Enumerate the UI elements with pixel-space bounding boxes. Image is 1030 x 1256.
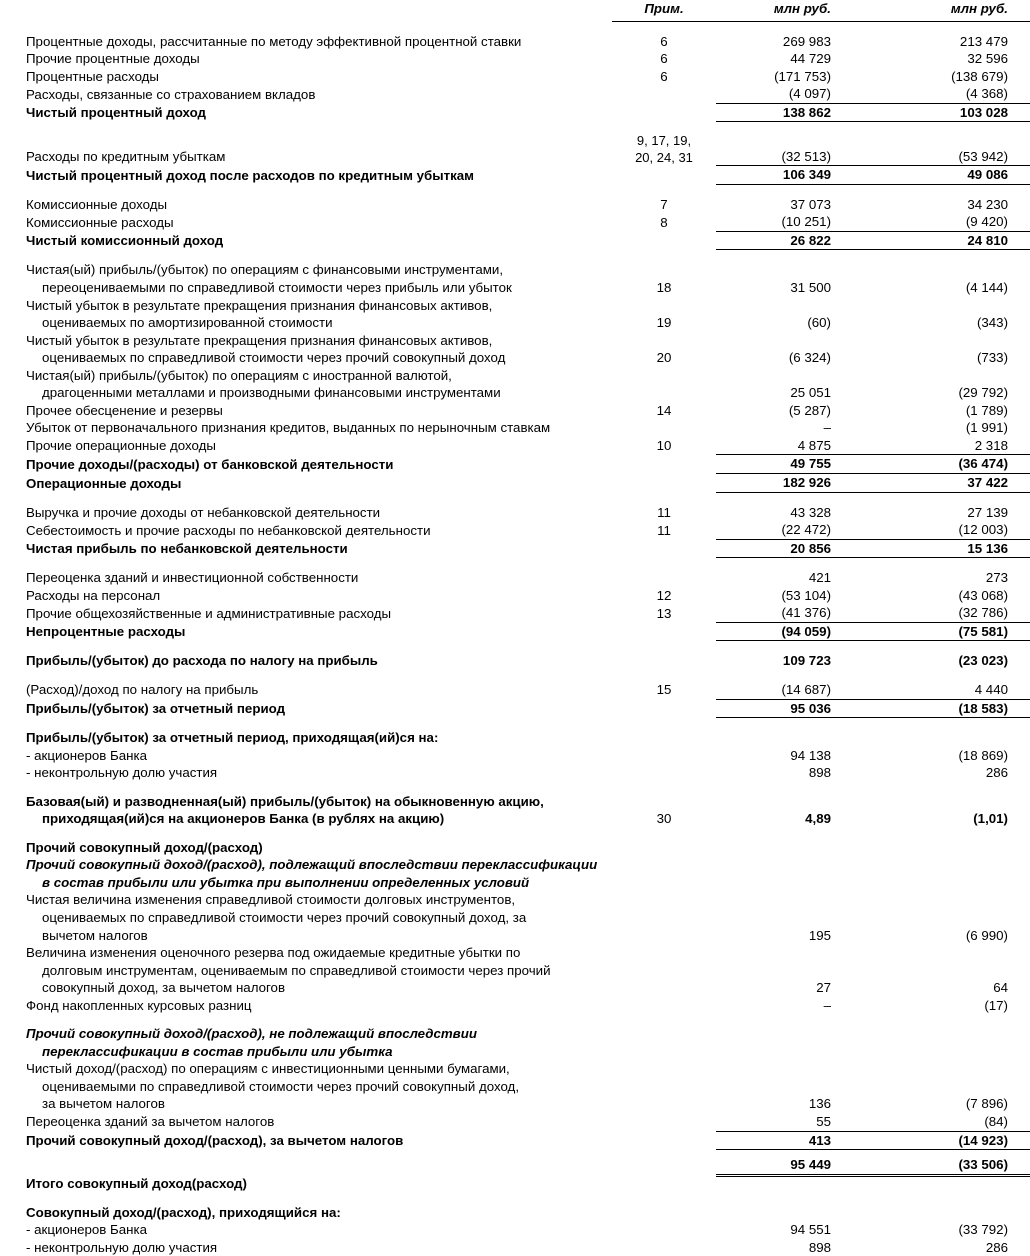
row-value-1: 138 862 xyxy=(716,103,873,122)
row-note xyxy=(612,856,716,891)
table-row xyxy=(0,402,1030,420)
row-note: 11 xyxy=(657,504,671,520)
row-value-1: (94 059) xyxy=(716,622,873,641)
row-value-2: (6 990) xyxy=(965,927,1008,943)
table-subheading xyxy=(0,856,1030,891)
row-label: Прибыль/(убыток) за отчетный период, приходящая(ий)ся на: xyxy=(26,730,439,746)
row-note: 10 xyxy=(656,438,672,454)
row-label-line-1: Базовая(ый) и разводненная(ый) прибыль/(убыток) на обыкновенную акцию, xyxy=(26,793,544,809)
note-line-1: 9, 17, 19, xyxy=(636,133,692,149)
row-label: Процентные расходы xyxy=(26,68,159,84)
row-label: Себестоимость и прочие расходы по небанковской деятельности xyxy=(26,522,431,538)
row-value-1 xyxy=(716,1025,873,1060)
spacer xyxy=(0,558,612,570)
row-value-1: 421 xyxy=(808,570,831,586)
row-label: (Расход)/доход по налогу на прибыль xyxy=(26,682,259,698)
row-value-2: (1 991) xyxy=(965,420,1008,436)
row-label: Фонд накопленных курсовых разниц xyxy=(26,997,252,1013)
row-value-1: 136 xyxy=(808,1096,831,1112)
row-label: Прочие общехозяйственные и административные расходы xyxy=(26,605,392,621)
row-label xyxy=(0,367,612,402)
row-value-2 xyxy=(873,1204,1030,1222)
row-label-line-1: Чистый доход/(расход) по операциям с инвестиционными ценными бумагами, xyxy=(26,1061,510,1077)
row-label-line-2: драгоценными металлами и производными финансовыми инструментами xyxy=(42,385,501,401)
row-value-1: 49 755 xyxy=(716,455,873,474)
row-note xyxy=(612,1221,716,1239)
row-note: 19 xyxy=(656,315,672,331)
row-label-line-2: долговым инструментам, оцениваемым по справедливой стоимости через прочий xyxy=(42,962,551,978)
row-value-1: 269 983 xyxy=(782,33,831,49)
row-label: Чистый процентный доход после расходов по кредитным убыткам xyxy=(26,167,475,183)
table-row xyxy=(0,1113,1030,1131)
table-row xyxy=(0,1060,1030,1113)
row-label xyxy=(0,891,612,944)
row-label: Комиссионные расходы xyxy=(26,214,174,230)
row-label: Операционные доходы xyxy=(26,475,182,491)
table-row-total xyxy=(0,1131,1030,1150)
row-value-2 xyxy=(873,856,1030,891)
row-value-1: (53 104) xyxy=(781,587,831,603)
row-label-line-1: Чистая величина изменения справедливой стоимости долговых инструментов, xyxy=(26,892,516,908)
row-value-2: (23 023) xyxy=(958,653,1008,669)
spacer xyxy=(0,782,612,793)
row-value-2: (32 786) xyxy=(873,604,1030,622)
row-note xyxy=(612,474,716,493)
row-note xyxy=(612,85,716,103)
row-value-2: (7 896) xyxy=(965,1096,1008,1112)
row-note xyxy=(612,622,716,641)
row-value-2 xyxy=(873,1175,1030,1193)
row-value-1: – xyxy=(823,420,831,436)
row-label xyxy=(0,1025,612,1060)
row-label: Прочие операционные доходы xyxy=(26,438,216,454)
row-value-2: 37 422 xyxy=(873,474,1030,493)
table-row xyxy=(0,261,1030,296)
table-row xyxy=(0,85,1030,103)
row-label: - акционеров Банка xyxy=(26,1222,148,1238)
row-note xyxy=(612,569,716,587)
row-note xyxy=(612,944,716,997)
row-label: Расходы на персонал xyxy=(26,587,161,603)
row-note: 12 xyxy=(656,587,672,603)
row-label: Прибыль/(убыток) до расхода по налогу на прибыль xyxy=(26,653,378,669)
row-label-line-3: за вычетом налогов xyxy=(42,1096,165,1112)
table-row xyxy=(0,1239,1030,1256)
row-value-1: (4 097) xyxy=(716,85,873,103)
row-note: 20 xyxy=(656,350,672,366)
row-label-line-1: Чистый убыток в результате прекращения признания финансовых активов, xyxy=(26,332,493,348)
row-label-line-1: Величина изменения оценочного резерва под ожидаемые кредитные убытки по xyxy=(26,945,521,961)
row-label-line-2: переклассификации в состав прибыли или убытка xyxy=(42,1043,393,1059)
table-row xyxy=(0,332,1030,367)
row-label-line-3: совокупный доход, за вычетом налогов xyxy=(42,980,286,996)
row-value-2: 103 028 xyxy=(873,103,1030,122)
row-value-2: (75 581) xyxy=(873,622,1030,641)
row-note xyxy=(612,891,716,944)
row-value-1: 94 551 xyxy=(790,1222,831,1238)
table-section-heading xyxy=(0,729,1030,747)
row-label xyxy=(0,793,612,828)
row-note: 8 xyxy=(660,214,668,230)
row-value-2: 49 086 xyxy=(873,166,1030,185)
row-note xyxy=(612,539,716,558)
row-label: Прочий совокупный доход/(расход), за вычетом налогов xyxy=(26,1133,404,1149)
row-value-1: (6 324) xyxy=(788,350,831,366)
table-row xyxy=(0,33,1030,51)
spacer xyxy=(0,1193,612,1204)
row-label: Переоценка зданий за вычетом налогов xyxy=(26,1114,275,1130)
row-note xyxy=(612,103,716,122)
row-note xyxy=(612,1131,716,1150)
row-value-1: 94 138 xyxy=(790,747,831,763)
row-value-1: (60) xyxy=(807,315,831,331)
row-value-2: (43 068) xyxy=(958,587,1008,603)
row-note xyxy=(612,455,716,474)
row-value-2: (138 679) xyxy=(951,68,1008,84)
row-value-1: 43 328 xyxy=(790,504,831,520)
row-label-line-2: переоцениваемыми по справедливой стоимости через прибыль или убыток xyxy=(42,280,512,296)
row-value-2: (4 144) xyxy=(965,280,1008,296)
row-value-2: (14 923) xyxy=(873,1131,1030,1150)
row-value-1: (10 251) xyxy=(716,213,873,231)
note-line-2: 20, 24, 31 xyxy=(635,149,693,165)
row-value-2: (33 506) xyxy=(873,1156,1030,1175)
row-label-line-2: оцениваемых по справедливой стоимости через прочий совокупный доход, за xyxy=(42,909,527,925)
row-label-line-1: Чистая(ый) прибыль/(убыток) по операциям с иностранной валютой, xyxy=(26,367,452,383)
row-label: - неконтрольную долю участия xyxy=(26,1239,218,1255)
row-note xyxy=(612,367,716,402)
row-value-2: 4 440 xyxy=(873,681,1030,699)
row-value-1: 95 036 xyxy=(716,699,873,718)
row-value-1: 25 051 xyxy=(790,385,831,401)
row-value-2: 64 xyxy=(993,980,1008,996)
row-value-1 xyxy=(716,1175,873,1193)
row-note xyxy=(612,997,716,1015)
row-label-line-2: в состав прибыли или убытка при выполнении определенных условий xyxy=(42,874,530,890)
row-value-1: (171 753) xyxy=(774,68,831,84)
row-value-1: 195 xyxy=(808,927,831,943)
row-label: Убыток от первоначального признания кредитов, выданных по нерыночным ставкам xyxy=(26,420,551,436)
row-value-2: (1,01) xyxy=(973,811,1008,827)
row-note xyxy=(612,231,716,250)
row-value-1: 20 856 xyxy=(716,539,873,558)
row-note: 30 xyxy=(656,811,672,827)
row-label: Чистый комиссионный доход xyxy=(26,233,224,249)
row-note xyxy=(612,1113,716,1131)
table-row-total xyxy=(0,103,1030,122)
row-label-line-1: Прочий совокупный доход/(расход), подлежащий впоследствии переклассификации xyxy=(26,857,598,873)
table-row-total xyxy=(0,539,1030,558)
row-note xyxy=(612,699,716,718)
table-row xyxy=(0,50,1030,68)
row-note xyxy=(612,839,716,857)
table-row-total xyxy=(0,166,1030,185)
spacer xyxy=(0,641,612,653)
table-row xyxy=(0,213,1030,231)
row-note xyxy=(612,419,716,437)
spacer xyxy=(0,184,612,196)
row-label: Процентные доходы, рассчитанные по методу эффективной процентной ставки xyxy=(26,33,522,49)
row-note xyxy=(612,764,716,782)
row-value-1: (5 287) xyxy=(788,402,831,418)
table-row xyxy=(0,747,1030,765)
row-value-1: 106 349 xyxy=(716,166,873,185)
row-label xyxy=(0,1060,612,1113)
row-note xyxy=(612,1239,716,1256)
row-note: 11 xyxy=(657,522,671,538)
row-label: Прибыль/(убыток) за отчетный период xyxy=(26,701,286,716)
spacer xyxy=(0,718,612,730)
row-label xyxy=(0,944,612,997)
row-note xyxy=(612,1025,716,1060)
row-label: Прочее обесценение и резервы xyxy=(26,402,223,418)
row-label: Комиссионные доходы xyxy=(26,196,168,212)
table-section-heading xyxy=(0,839,1030,857)
table-row xyxy=(0,297,1030,332)
table-row xyxy=(0,68,1030,86)
row-note xyxy=(612,1156,716,1175)
row-value-2: 15 136 xyxy=(873,539,1030,558)
row-value-2: (343) xyxy=(976,315,1008,331)
table-row-total xyxy=(0,231,1030,250)
row-label xyxy=(0,261,612,296)
row-value-2 xyxy=(873,1025,1030,1060)
row-label-line-1: Прочий совокупный доход/(расход), не подлежащий впоследствии xyxy=(26,1026,477,1042)
row-note xyxy=(612,1060,716,1113)
row-note xyxy=(612,1175,716,1193)
table-row-grandtotal xyxy=(0,1156,1030,1175)
row-value-1: (41 376) xyxy=(716,604,873,622)
table-row xyxy=(0,196,1030,214)
row-value-1 xyxy=(716,1204,873,1222)
table-row-grandtotal-label xyxy=(0,1175,1030,1193)
row-value-1: (32 513) xyxy=(716,133,873,166)
row-value-1: 4 875 xyxy=(716,437,873,455)
row-note xyxy=(612,652,716,670)
row-label: Чистый процентный доход xyxy=(26,105,206,121)
row-label-line-3: вычетом налогов xyxy=(42,927,148,943)
row-note xyxy=(612,133,716,166)
row-value-2: (4 368) xyxy=(873,85,1030,103)
row-value-2: (9 420) xyxy=(873,213,1030,231)
row-value-2: 27 139 xyxy=(967,504,1008,520)
table-row-total xyxy=(0,455,1030,474)
spacer xyxy=(0,670,612,681)
row-value-2: (18 869) xyxy=(958,747,1008,763)
row-note xyxy=(612,1204,716,1222)
table-subheading xyxy=(0,1025,1030,1060)
table-row-total xyxy=(0,622,1030,641)
row-label-line-1: Чистая(ый) прибыль/(убыток) по операциям с финансовыми инструментами, xyxy=(26,262,504,278)
row-value-2: (12 003) xyxy=(873,521,1030,539)
row-note: 14 xyxy=(656,402,672,418)
header-blank xyxy=(0,0,612,21)
row-label: Переоценка зданий и инвестиционной собственности xyxy=(26,570,359,586)
table-row-eps xyxy=(0,793,1030,828)
row-label: Расходы по кредитным убыткам xyxy=(26,149,226,165)
row-note: 6 xyxy=(660,68,668,84)
row-note: 15 xyxy=(656,682,672,698)
row-value-2: 213 479 xyxy=(959,33,1008,49)
spacer xyxy=(0,492,612,504)
table-row xyxy=(0,504,1030,522)
row-value-1: (14 687) xyxy=(716,681,873,699)
row-value-2: (84) xyxy=(873,1113,1030,1131)
spacer xyxy=(0,250,612,262)
table-row-total xyxy=(0,699,1030,718)
table-row xyxy=(0,419,1030,437)
row-value-2: 286 xyxy=(985,1239,1008,1255)
row-label xyxy=(0,297,612,332)
row-value-2: (18 583) xyxy=(873,699,1030,718)
row-value-2: (36 474) xyxy=(873,455,1030,474)
table-row xyxy=(0,681,1030,699)
row-value-1: 898 xyxy=(808,765,831,781)
row-value-1: (22 472) xyxy=(716,521,873,539)
row-value-2: (29 792) xyxy=(958,385,1008,401)
table-row xyxy=(0,764,1030,782)
row-label-line-1: Чистый убыток в результате прекращения признания финансовых активов, xyxy=(26,297,493,313)
row-value-1: 55 xyxy=(716,1113,873,1131)
row-note xyxy=(612,747,716,765)
table-row xyxy=(0,1221,1030,1239)
row-value-1: 26 822 xyxy=(716,231,873,250)
row-value-2: (53 942) xyxy=(873,133,1030,166)
row-value-1: 31 500 xyxy=(790,280,831,296)
table-row xyxy=(0,367,1030,402)
row-note: 6 xyxy=(660,33,668,49)
row-value-1 xyxy=(716,729,873,747)
row-label: - неконтрольную долю участия xyxy=(26,765,218,781)
table-row xyxy=(0,437,1030,455)
row-label: Прочий совокупный доход/(расход) xyxy=(26,839,263,855)
row-value-1: 27 xyxy=(816,980,831,996)
row-label-line-2: оцениваемых по справедливой стоимости через прочий совокупный доход xyxy=(42,350,506,366)
header-amount-1: млн руб. xyxy=(716,0,873,21)
row-value-2: 273 xyxy=(985,570,1008,586)
row-note: 6 xyxy=(660,51,668,67)
row-label xyxy=(0,856,612,891)
table-row xyxy=(0,133,1030,166)
row-label: - акционеров Банка xyxy=(26,747,148,763)
row-value-2: (17) xyxy=(984,997,1008,1013)
row-value-2 xyxy=(873,839,1030,857)
row-value-1: – xyxy=(823,997,831,1013)
row-label-line-2: оцениваемыми по справедливой стоимости через прочий совокупный доход, xyxy=(42,1078,520,1094)
row-value-2 xyxy=(873,729,1030,747)
table-section-heading xyxy=(0,1204,1030,1222)
row-value-1: 4,89 xyxy=(805,811,831,827)
table-header-row xyxy=(0,0,1030,21)
row-value-2: (33 792) xyxy=(958,1222,1008,1238)
row-note: 13 xyxy=(656,605,672,621)
spacer xyxy=(0,122,612,134)
row-label: Совокупный доход/(расход), приходящийся на: xyxy=(26,1204,341,1220)
table-row xyxy=(0,891,1030,944)
row-label xyxy=(0,1156,612,1175)
row-note: 7 xyxy=(660,196,668,212)
row-label: Итого совокупный доход(расход) xyxy=(26,1176,247,1192)
table-row-total xyxy=(0,652,1030,670)
table-row xyxy=(0,604,1030,622)
table-row xyxy=(0,944,1030,997)
header-note: Прим. xyxy=(612,0,716,21)
row-label: Прочие процентные доходы xyxy=(26,51,200,67)
row-note: 18 xyxy=(656,280,672,296)
row-label: Расходы, связанные со страхованием вкладов xyxy=(26,86,316,102)
table-row xyxy=(0,997,1030,1015)
row-value-1: 413 xyxy=(716,1131,873,1150)
row-value-1: 44 729 xyxy=(790,51,831,67)
row-value-1: 95 449 xyxy=(716,1156,873,1175)
row-label-line-2: оцениваемых по амортизированной стоимости xyxy=(42,315,333,331)
table-row xyxy=(0,521,1030,539)
row-value-2: 286 xyxy=(985,765,1008,781)
row-value-2: 2 318 xyxy=(873,437,1030,455)
row-value-2: 24 810 xyxy=(873,231,1030,250)
spacer xyxy=(0,828,612,839)
row-value-1: 37 073 xyxy=(790,196,831,212)
table-row xyxy=(0,587,1030,605)
header-amount-2: млн руб. xyxy=(873,0,1030,21)
row-note xyxy=(612,166,716,185)
row-label: Непроцентные расходы xyxy=(26,624,186,640)
row-label: Чистая прибыль по небанковской деятельности xyxy=(26,541,348,557)
row-value-1 xyxy=(716,839,873,857)
row-value-2: 32 596 xyxy=(967,51,1008,67)
spacer xyxy=(0,21,612,33)
row-value-1: 182 926 xyxy=(716,474,873,493)
row-label: Прочие доходы/(расходы) от банковской деятельности xyxy=(26,456,394,472)
table-row xyxy=(0,569,1030,587)
row-value-1: 109 723 xyxy=(782,653,831,669)
row-value-2: (1 789) xyxy=(965,402,1008,418)
row-value-2: 34 230 xyxy=(967,196,1008,212)
row-note xyxy=(612,729,716,747)
row-value-2: (733) xyxy=(976,350,1008,366)
row-value-1: 898 xyxy=(808,1239,831,1255)
spacer xyxy=(0,1014,612,1025)
table-row-total xyxy=(0,474,1030,493)
row-value-1 xyxy=(716,856,873,891)
row-label xyxy=(0,332,612,367)
row-label-line-2: приходящая(ий)ся на акционеров Банка (в рублях на акцию) xyxy=(42,811,445,827)
row-label: Выручка и прочие доходы от небанковской деятельности xyxy=(26,504,381,520)
